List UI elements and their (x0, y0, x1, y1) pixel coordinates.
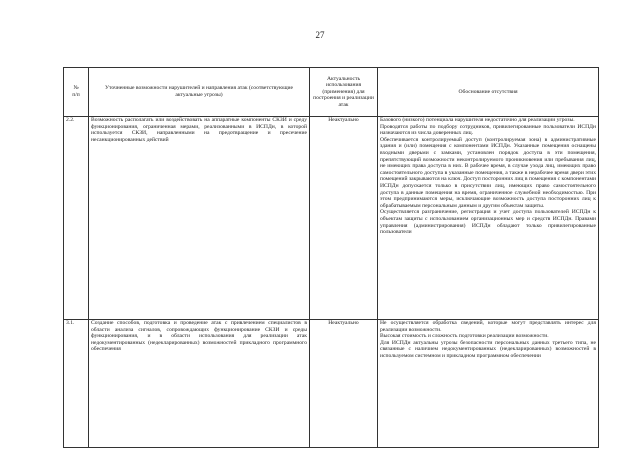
header-number-line1: № (73, 85, 79, 92)
table-row (64, 117, 599, 320)
justification-paragraph: Проводятся работы по подбору сотрудников, привилегированные пользователи ИСПДн назначаются из числа доверенных лиц. (380, 123, 596, 137)
justification-paragraph: Базового (низкого) потенциала нарушителя недостаточно для реализации угрозы. (380, 117, 575, 123)
justification-paragraph: Осуществляется разграничение, регистрация и учет доступа пользователей ИСПДн к объектам защиты с использованием организационных мер и средств ИСПДн. Правами управления (администрирования) ИСПДн обладают только привилегированные пользователи (380, 209, 596, 236)
header-number-line2: п/п (72, 92, 80, 98)
row-relevance: Неактуально (310, 320, 378, 448)
table-row (64, 320, 599, 448)
header-relevance: Актуальность использования (применения) для построения и реализации атак (310, 68, 378, 117)
row-justification (378, 117, 599, 320)
table-header-row (64, 68, 599, 117)
justification-paragraph: Обеспечивается контролируемый доступ (контролируемая зона) в административные здания и (или) помещения с компонентами ИСПДн. Указанные помещения оснащены входными дверьми с замками, установлен порядок доступа в эти помещения, препятствующий возможности неконтролируемого проникновения или пребывания лиц, не имеющих права доступа в них. В рабочее время, в случае ухода лиц, имеющих право самостоятельного доступа в указанные помещения, а также в нерабочее время двери этих помещений закрываются на ключ. Доступ посторонних лиц в помещения с компонентами ИСПДн допускается только в присутствии лиц, имеющих право самостоятельного доступа в данные помещения на время, ограниченное служебной необходимостью. При этом предпринимаются меры, исключающие возможность доступа посторонних лиц к обрабатываемым персональным данным и другим объектам защиты. (380, 136, 596, 209)
page-number: 27 (315, 30, 325, 40)
row-relevance: Неактуально (310, 117, 378, 320)
header-justification: Обоснование отсутствия (378, 68, 599, 117)
justification-paragraph: Для ИСПДн актуальны угрозы безопасности персональных данных третьего типа, не связанные с наличием недокументированных (недекларированных) возможностей в используемом системном и прикладном программном обеспечении (380, 339, 596, 359)
row-capability: Возможность располагать или воздействовать на аппаратные компоненты СКЗИ и среду функционирования, ограниченная мерами, реализованными в ИСПДн, в которой используется СКЗИ, направленными на предотвращение и пресечение несанкционированных действий (89, 117, 310, 320)
row-capability: Создание способов, подготовка и проведение атак с привлечением специалистов в области анализа сигналов, сопровождающих функционирование СКЗИ и среды функционирования, и в области использования для реализации атак недокументированных (недекларированных) возможностей прикладного программного обеспечения (89, 320, 310, 448)
header-number (64, 68, 89, 117)
row-number: 2.2. (64, 117, 89, 320)
row-number: 3.1. (64, 320, 89, 448)
justification-paragraph: Высокая стоимость и сложность подготовки реализации возможности. (380, 333, 549, 340)
threat-capabilities-table (63, 67, 599, 448)
row-justification (378, 320, 599, 448)
header-capability: Уточненные возможности нарушителей и направления атак (соответствующие актуальные угрозы) (89, 68, 310, 117)
justification-paragraph: Не осуществляется обработка сведений, которые могут представлять интерес для реализации возможности. (380, 320, 596, 333)
